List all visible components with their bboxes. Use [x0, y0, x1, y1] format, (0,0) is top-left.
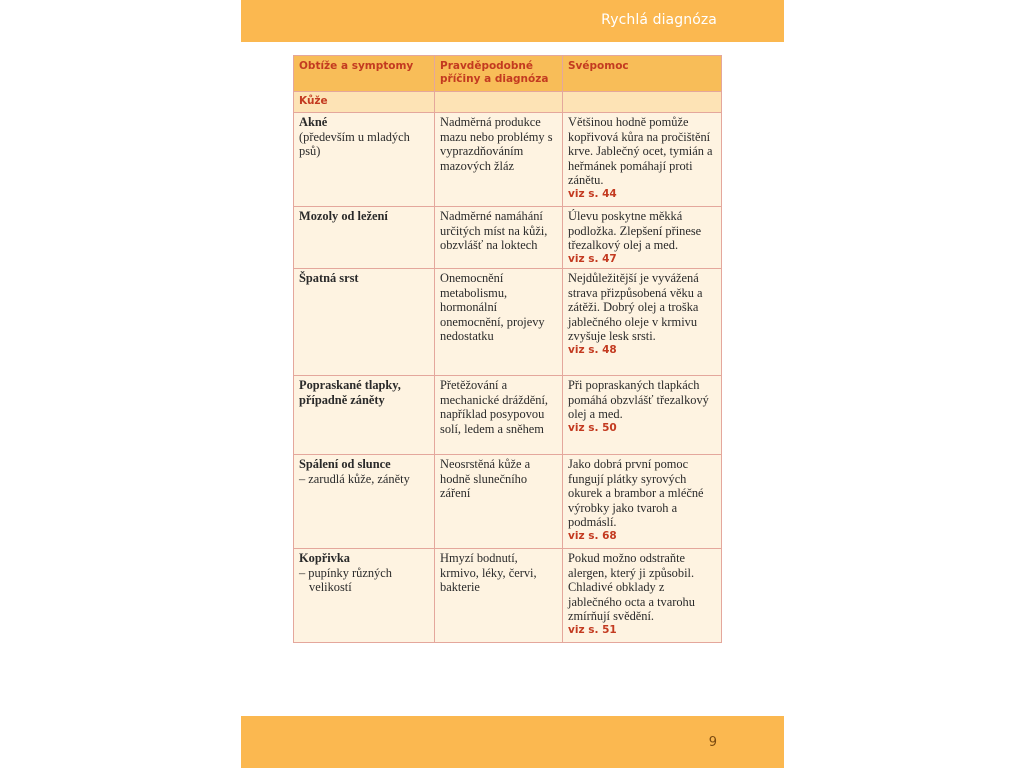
diagnosis-table — [293, 55, 722, 643]
help-text: Většinou hodně pomůže kopřivová kůra na pročištění krve. Jablečný ocet, tymián a heřmánek pomáhají proti zánětu. — [568, 115, 713, 188]
symptom-cell — [294, 455, 435, 549]
help-cell — [563, 269, 722, 376]
column-header-causes: Pravděpodobné příčiny a diagnóza — [435, 56, 563, 92]
help-text: Nejdůležitější je vyvážená strava přizpůsobená věku a zátěži. Dobrý olej a troška jablečného oleje v krmivu zvyšuje lesk srsti. — [568, 271, 703, 344]
symptom-cell — [294, 113, 435, 207]
symptom-name: Spálení od slunce — [299, 457, 391, 471]
cause-cell: Neosrstěná kůže a hodně slunečního záření — [435, 455, 563, 549]
help-cell — [563, 207, 722, 269]
page-reference: viz s. 48 — [568, 343, 617, 356]
help-text: Při popraskaných tlapkách pomáhá obzvlášť třezalkový olej a med. — [568, 378, 709, 422]
help-cell — [563, 376, 722, 455]
page-reference: viz s. 68 — [568, 529, 617, 542]
book-page — [241, 0, 784, 768]
page-reference: viz s. 44 — [568, 187, 617, 200]
symptom-cell — [294, 269, 435, 376]
column-header-self-help: Svépomoc — [563, 56, 722, 92]
symptom-name: Popraskané tlapky, případně záněty — [299, 378, 401, 407]
section-empty-cell — [435, 92, 563, 113]
symptom-name: Mozoly od ležení — [299, 209, 388, 223]
table-header-row — [294, 56, 722, 92]
page-reference: viz s. 47 — [568, 252, 617, 265]
running-header: Rychlá diagnóza — [601, 12, 717, 28]
help-text: Úlevu poskytne měkká podložka. Zlepšení přinese třezalkový olej a med. — [568, 209, 702, 253]
table-row — [294, 549, 722, 643]
page-number: 9 — [708, 735, 717, 750]
table-row — [294, 113, 722, 207]
cause-cell: Přetěžování a mechanické dráždění, například posypovou solí, ledem a sněhem — [435, 376, 563, 455]
page-reference: viz s. 50 — [568, 421, 617, 434]
section-row — [294, 92, 722, 113]
section-title: Kůže — [294, 92, 435, 113]
help-cell — [563, 113, 722, 207]
help-cell — [563, 549, 722, 643]
footer-band — [241, 716, 784, 768]
cause-cell: Nadměrné namáhání určitých míst na kůži, obzvlášť na loktech — [435, 207, 563, 269]
symptom-name: Kopřivka — [299, 551, 350, 565]
symptom-cell — [294, 376, 435, 455]
help-text: Pokud možno odstraňte alergen, který ji způsobil. Chladivé obklady z jablečného octa a tvarohu zmírňují svědění. — [568, 551, 695, 624]
symptom-note: – pupínky různých velikostí — [299, 565, 392, 595]
cause-cell: Hmyzí bodnutí, krmivo, léky, červi, bakterie — [435, 549, 563, 643]
column-header-symptoms: Obtíže a symptomy — [294, 56, 435, 92]
help-text: Jako dobrá první pomoc fungují plátky syrových okurek a brambor a mléčné výrobky jako tvaroh a podmáslí. — [568, 457, 704, 530]
table-row — [294, 455, 722, 549]
symptom-cell — [294, 207, 435, 269]
section-empty-cell — [563, 92, 722, 113]
table-row — [294, 207, 722, 269]
symptom-name: Akné — [299, 115, 328, 129]
symptom-cell — [294, 549, 435, 643]
help-cell — [563, 455, 722, 549]
page-reference: viz s. 51 — [568, 623, 617, 636]
symptom-name: Špatná srst — [299, 271, 359, 285]
cause-cell: Onemocnění metabolismu, hormonální onemocnění, projevy nedostatku — [435, 269, 563, 376]
symptom-note: (především u mladých psů) — [299, 129, 410, 159]
header-band — [241, 0, 784, 42]
cause-cell: Nadměrná produkce mazu nebo problémy s vyprazdňováním mazových žláz — [435, 113, 563, 207]
symptom-note: – zarudlá kůže, záněty — [299, 471, 410, 486]
table-row — [294, 269, 722, 376]
table-row — [294, 376, 722, 455]
